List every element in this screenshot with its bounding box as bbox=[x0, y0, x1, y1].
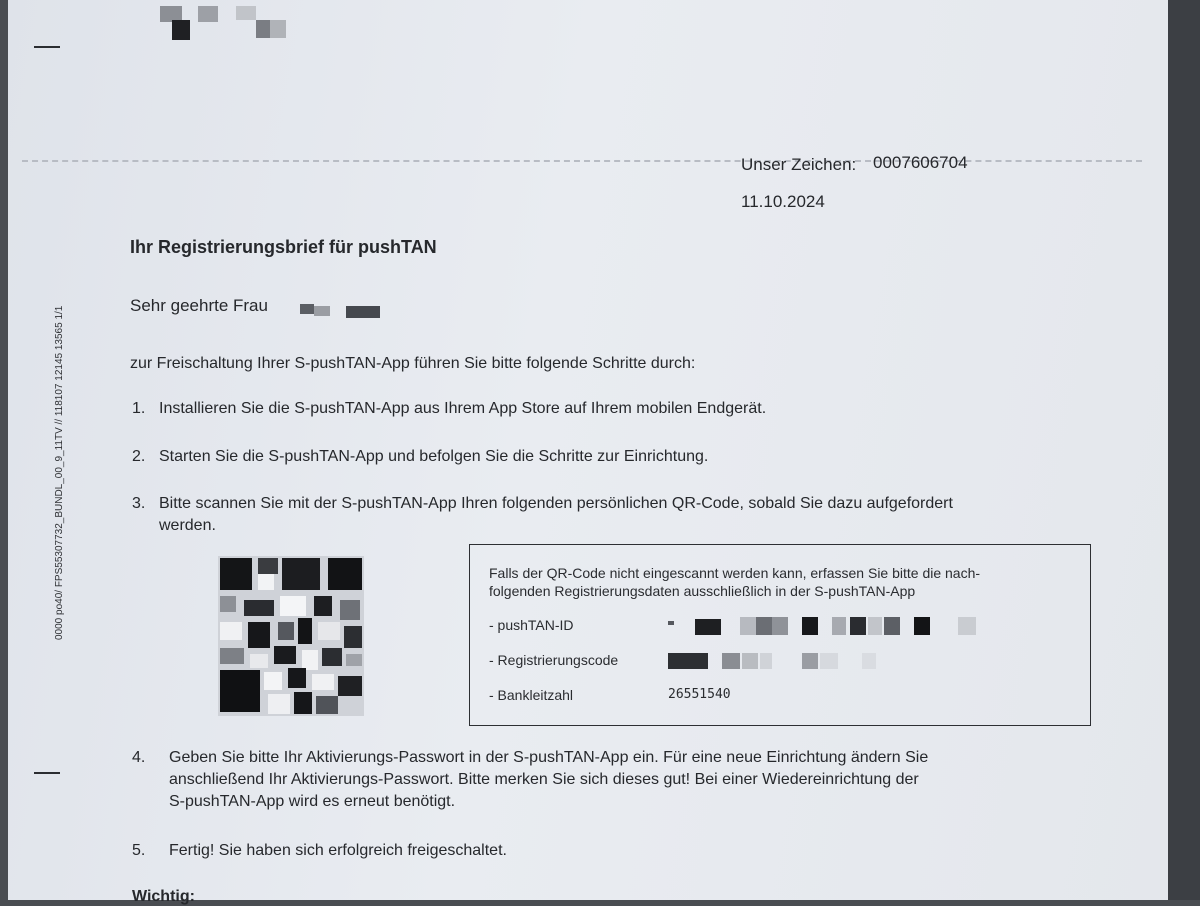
side-code: 0000 po40/ FPS55307732_BUNDL_00_9_11TV // 118107 12145 13565 1/1 bbox=[54, 305, 65, 640]
qr-code bbox=[218, 556, 364, 716]
step-5-number: 5. bbox=[132, 842, 146, 859]
reference-number: 0007606704 bbox=[873, 153, 968, 172]
intro-text: zur Freischaltung Ihrer S-pushTAN-App führen Sie bitte folgende Schritte durch: bbox=[130, 355, 696, 372]
step-1-number: 1. bbox=[132, 400, 146, 417]
step-3-text-line-1: Bitte scannen Sie mit der S-pushTAN-App Ihren folgenden persönlichen QR-Code, sobald Sie dazu aufgefordert bbox=[159, 495, 953, 512]
step-1-text: Installieren Sie die S-pushTAN-App aus Ihrem App Store auf Ihrem mobilen Endgerät. bbox=[159, 400, 767, 417]
reference-label: Unser Zeichen: bbox=[741, 155, 857, 174]
registration-code-label: - Registrierungscode bbox=[489, 652, 619, 668]
step-4-text-line-3: S-pushTAN-App wird es erneut benötigt. bbox=[169, 793, 456, 810]
fold-mark-top bbox=[34, 46, 60, 48]
letter-page bbox=[8, 0, 1168, 905]
box-intro-line-2: folgenden Registrierungsdaten ausschließlich in der S-pushTAN-App bbox=[489, 583, 916, 599]
box-intro-line-1: Falls der QR-Code nicht eingescannt werden kann, erfassen Sie bitte die nach- bbox=[489, 565, 981, 581]
fold-mark-bottom bbox=[34, 772, 60, 774]
step-2-text: Starten Sie die S-pushTAN-App und befolgen Sie die Schritte zur Einrichtung. bbox=[159, 448, 709, 465]
step-4-number: 4. bbox=[132, 749, 146, 766]
bank-code-value: 26551540 bbox=[668, 687, 731, 702]
step-4-text-line-1: Geben Sie bitte Ihr Aktivierungs-Passwort in der S-pushTAN-App ein. Für eine neue Einrichtung ändern Sie bbox=[169, 749, 929, 766]
step-2-number: 2. bbox=[132, 448, 146, 465]
step-5-text: Fertig! Sie haben sich erfolgreich freigeschaltet. bbox=[169, 842, 507, 859]
step-3-text-line-2: werden. bbox=[159, 517, 216, 534]
background-edge bbox=[1168, 0, 1200, 900]
fold-line bbox=[22, 160, 1142, 162]
letter-title: Ihr Registrierungsbrief für pushTAN bbox=[130, 237, 437, 257]
bank-code-label: - Bankleitzahl bbox=[489, 687, 574, 703]
footer-heading: Wichtig: bbox=[132, 888, 195, 905]
step-4-text-line-2: anschließend Ihr Aktivierungs-Passwort. Bitte merken Sie sich dieses gut! Bei einer Wiedereinrichtung der bbox=[169, 771, 919, 788]
letter-date: 11.10.2024 bbox=[741, 192, 825, 211]
salutation: Sehr geehrte Frau bbox=[130, 296, 268, 315]
registration-data-box bbox=[469, 544, 1091, 726]
step-3-number: 3. bbox=[132, 495, 146, 512]
pushtan-id-label: - pushTAN-ID bbox=[489, 617, 574, 633]
